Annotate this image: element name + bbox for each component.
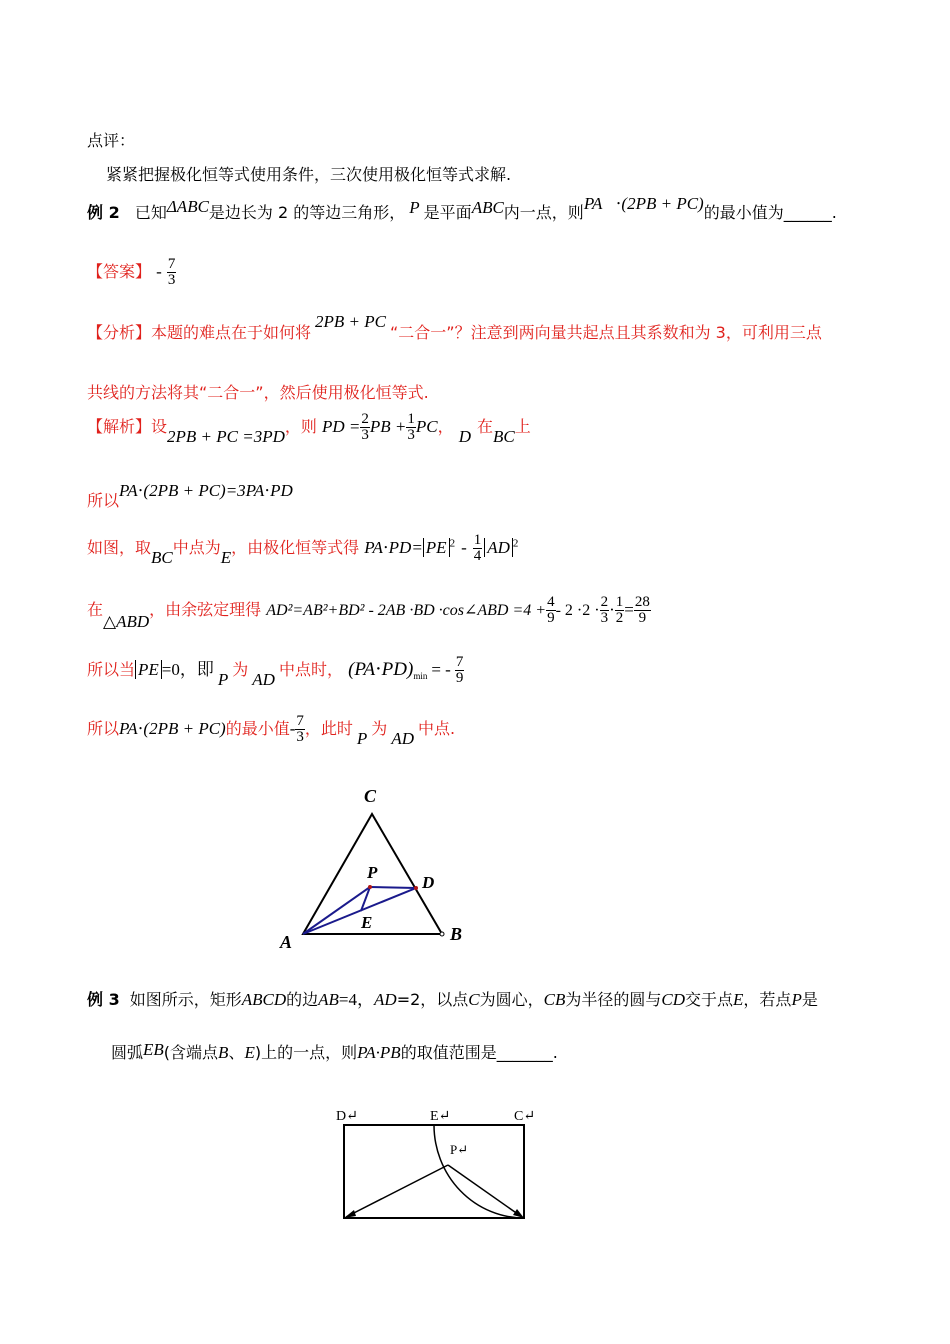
- plane-abc: ABC: [471, 198, 504, 217]
- numerator: 1: [615, 594, 624, 610]
- answer-line: [87, 257, 176, 288]
- equals-zero: =0，即: [161, 660, 214, 679]
- example2-text: 内一点，则: [503, 203, 584, 222]
- fraction-28-ninths: [634, 595, 651, 626]
- example3-text: =2，以点: [396, 990, 469, 1009]
- example3-text: 为半径的圆与: [565, 990, 662, 1009]
- label-e: E↵: [430, 1109, 451, 1124]
- numerator: 1: [473, 532, 482, 548]
- min-subscript: min: [413, 671, 428, 682]
- final-line: [87, 713, 456, 748]
- segment-pd-line: [370, 887, 416, 888]
- triangle-abc: ΔABC: [166, 197, 209, 216]
- denominator: 3: [600, 610, 609, 626]
- numerator: 28: [634, 594, 650, 610]
- radius-cb: CB: [543, 990, 566, 1009]
- triangle-abd: △ABD: [103, 612, 150, 631]
- solution-line: [87, 411, 531, 446]
- numerator: 7: [296, 713, 304, 729]
- fraction-two-thirds: [360, 412, 370, 443]
- denominator: 9: [547, 610, 555, 626]
- solution-text: 上: [514, 417, 531, 436]
- example3-text: 圆弧: [111, 1043, 144, 1062]
- min-expression: [348, 654, 464, 686]
- arc-eb: EB: [143, 1040, 164, 1059]
- analysis-text: 本题的难点在于如何将: [151, 323, 312, 342]
- point-e: E: [244, 1043, 255, 1062]
- example3-text: 是: [801, 990, 818, 1009]
- label-b: B: [450, 924, 463, 944]
- point-p: P: [356, 729, 368, 748]
- example2-expression: PA⃗⋅(2PB + PC): [583, 194, 704, 213]
- arc-eb-curve: [434, 1125, 524, 1218]
- numerator: 1: [407, 411, 415, 427]
- side-ad: AD: [374, 990, 397, 1009]
- figure-line: [87, 532, 519, 567]
- point-d-dot: [414, 886, 418, 890]
- arrow-head-a: [344, 1210, 356, 1218]
- so-text: 所以: [87, 491, 120, 510]
- solution-expression-1: 2PB + PC =3PD: [167, 427, 285, 446]
- solution-text: 设: [151, 417, 168, 436]
- denominator: 4: [473, 548, 482, 564]
- example3-text: 的边: [286, 990, 319, 1009]
- abs-pe: PE: [135, 660, 162, 679]
- solution-expression-2: PC: [415, 417, 438, 436]
- vector-pa: [346, 1165, 448, 1217]
- example3-text: )上的一点，则: [254, 1043, 358, 1062]
- answer-tag: 【答案】: [87, 262, 152, 281]
- example3-text: 、: [228, 1043, 245, 1062]
- answer-numerator: 7: [167, 256, 176, 272]
- point-p-dot: [368, 885, 372, 889]
- dot-product-pa-pb: PA·PB: [357, 1043, 401, 1062]
- final-expression: PA⋅(2PB + PC): [119, 719, 226, 738]
- fraction-seven-ninths: [455, 655, 465, 686]
- example3-text: 的取值范围是: [400, 1043, 497, 1062]
- solution-tag: 【解析】: [87, 417, 152, 436]
- polarization-expression: [364, 532, 519, 564]
- answer-blank: _______.: [496, 1043, 558, 1062]
- dot: ·: [609, 600, 615, 619]
- when-line: [87, 654, 464, 689]
- rect-abcd: ABCD: [241, 990, 287, 1009]
- fraction-one-quarter: [473, 533, 483, 564]
- equals-minus: = -: [431, 660, 451, 679]
- denominator: 3: [407, 427, 415, 443]
- answer-fraction: [167, 257, 177, 288]
- analysis-text: “二合一”？注意到两向量共起点且其系数和为 3，可利用三点: [390, 323, 822, 342]
- abs-pe: PE: [423, 538, 450, 557]
- solution-expression-2: PD =: [322, 417, 361, 436]
- cosine-text: 在: [87, 600, 104, 619]
- cosine-text: ，由余弦定理得: [149, 600, 262, 619]
- equals: =: [624, 600, 634, 619]
- expression-part: - 2 ·2 ·: [555, 602, 600, 619]
- label-e: E: [361, 913, 373, 932]
- solution-text: 在: [477, 417, 494, 436]
- comment-label: 点评：: [87, 131, 136, 150]
- numerator: 4: [547, 594, 555, 610]
- abs-ad: AD: [484, 538, 513, 557]
- numerator: 2: [361, 411, 369, 427]
- label-d: D: [422, 873, 435, 892]
- final-text: 中点.: [417, 719, 456, 738]
- example3-label: 例 3: [87, 990, 120, 1009]
- point-p: P: [791, 990, 802, 1009]
- solution-expression-2: PB +: [369, 417, 407, 436]
- figure-text: ，由极化恒等式得: [231, 538, 360, 557]
- point-d: D: [458, 427, 472, 446]
- denominator: 9: [455, 670, 464, 686]
- analysis-tag: 【分析】: [87, 323, 152, 342]
- fraction-two-thirds: [600, 595, 610, 626]
- answer-sign: -: [156, 262, 162, 281]
- denominator: 2: [615, 610, 624, 626]
- final-sign: -: [289, 719, 296, 738]
- when-text: 为: [232, 660, 249, 679]
- denominator: 3: [361, 427, 369, 443]
- point-b: B: [218, 1043, 229, 1062]
- example2-text: 的最小值为: [703, 203, 784, 222]
- answer-blank: ______.: [783, 203, 837, 222]
- segment-bc: BC: [151, 548, 173, 567]
- example3-text: =4，: [338, 990, 375, 1009]
- triangle-figure: [270, 780, 490, 955]
- rectangle-figure: [330, 1100, 550, 1230]
- example3-line-1: [87, 985, 818, 1010]
- segment-ad: AD: [252, 670, 275, 689]
- arrow-head-b: [513, 1209, 524, 1218]
- so-line: [87, 478, 293, 510]
- example3-text: (含端点: [163, 1043, 219, 1062]
- label-c: C: [364, 786, 377, 806]
- analysis-line-2: 共线的方法将其“二合一”，然后使用极化恒等式.: [87, 383, 429, 402]
- so-expression: PA⋅(2PB + PC)=3PA⋅PD: [119, 481, 293, 500]
- comment-text: 紧紧把握极化恒等式使用条件，三次使用极化恒等式求解.: [106, 165, 512, 184]
- example3-text: ，若点: [743, 990, 792, 1009]
- label-d: D↵: [336, 1109, 358, 1124]
- solution-text: ，则: [284, 417, 317, 436]
- point-e: E: [220, 548, 232, 567]
- solution-text: ，: [437, 417, 454, 436]
- denominator: 3: [296, 729, 304, 745]
- label-c: C↵: [514, 1109, 536, 1124]
- segment-ad: AD: [391, 729, 414, 748]
- when-text: 所以当: [87, 660, 136, 679]
- point-c: C: [468, 990, 480, 1009]
- minus: -: [461, 538, 467, 557]
- final-text: 为: [371, 719, 388, 738]
- numerator: 7: [455, 654, 464, 670]
- analysis-line-1: [87, 312, 822, 343]
- side-cd: CD: [661, 990, 686, 1009]
- expression-part: AD²=AB²+BD² - 2AB ·BD ·cos∠ABD =4 +: [266, 602, 547, 619]
- answer-denominator: 3: [167, 272, 176, 288]
- final-text: ，此时: [304, 719, 353, 738]
- label-p: P: [367, 863, 378, 882]
- figure-text: 中点为: [172, 538, 221, 557]
- example3-line-2: [111, 1040, 558, 1063]
- cosine-line: [87, 594, 651, 631]
- example2-text: 是边长为 2 的等边三角形，: [208, 203, 406, 222]
- point-b-dot: [440, 932, 444, 936]
- fraction-one-third: [406, 412, 416, 443]
- fraction-seven-thirds: [295, 714, 305, 745]
- analysis-expression: 2PB + PC: [315, 312, 386, 331]
- example3-text: 如图所示，矩形: [129, 990, 242, 1009]
- point-p: P: [409, 198, 420, 217]
- when-text: 中点时，: [278, 660, 343, 679]
- point-p: P: [217, 670, 229, 689]
- final-text: 所以: [87, 719, 120, 738]
- example2-text: 是平面: [423, 203, 472, 222]
- example2-label: 例 2: [87, 203, 120, 222]
- fraction-four-ninths: [546, 595, 556, 626]
- example3-text: 交于点: [685, 990, 734, 1009]
- fraction-one-half: [615, 595, 625, 626]
- example3-text: 为圆心，: [479, 990, 544, 1009]
- final-text: 的最小值: [225, 719, 290, 738]
- denominator: 9: [638, 610, 647, 626]
- square: 2: [449, 537, 456, 550]
- square: 2: [512, 537, 519, 550]
- point-e: E: [733, 990, 744, 1009]
- segment-bc: BC: [493, 427, 515, 446]
- numerator: 2: [600, 594, 609, 610]
- example2-text: 已知: [134, 203, 167, 222]
- expression-part: (PA⋅PD): [348, 659, 414, 680]
- label-a: A: [280, 932, 293, 952]
- label-p: P↵: [450, 1142, 469, 1157]
- example2-question: [87, 194, 837, 223]
- cosine-expression: [266, 594, 651, 626]
- expression-part: PA⋅PD=: [364, 538, 423, 557]
- figure-text: 如图，取: [87, 538, 152, 557]
- side-ab: AB: [318, 990, 339, 1009]
